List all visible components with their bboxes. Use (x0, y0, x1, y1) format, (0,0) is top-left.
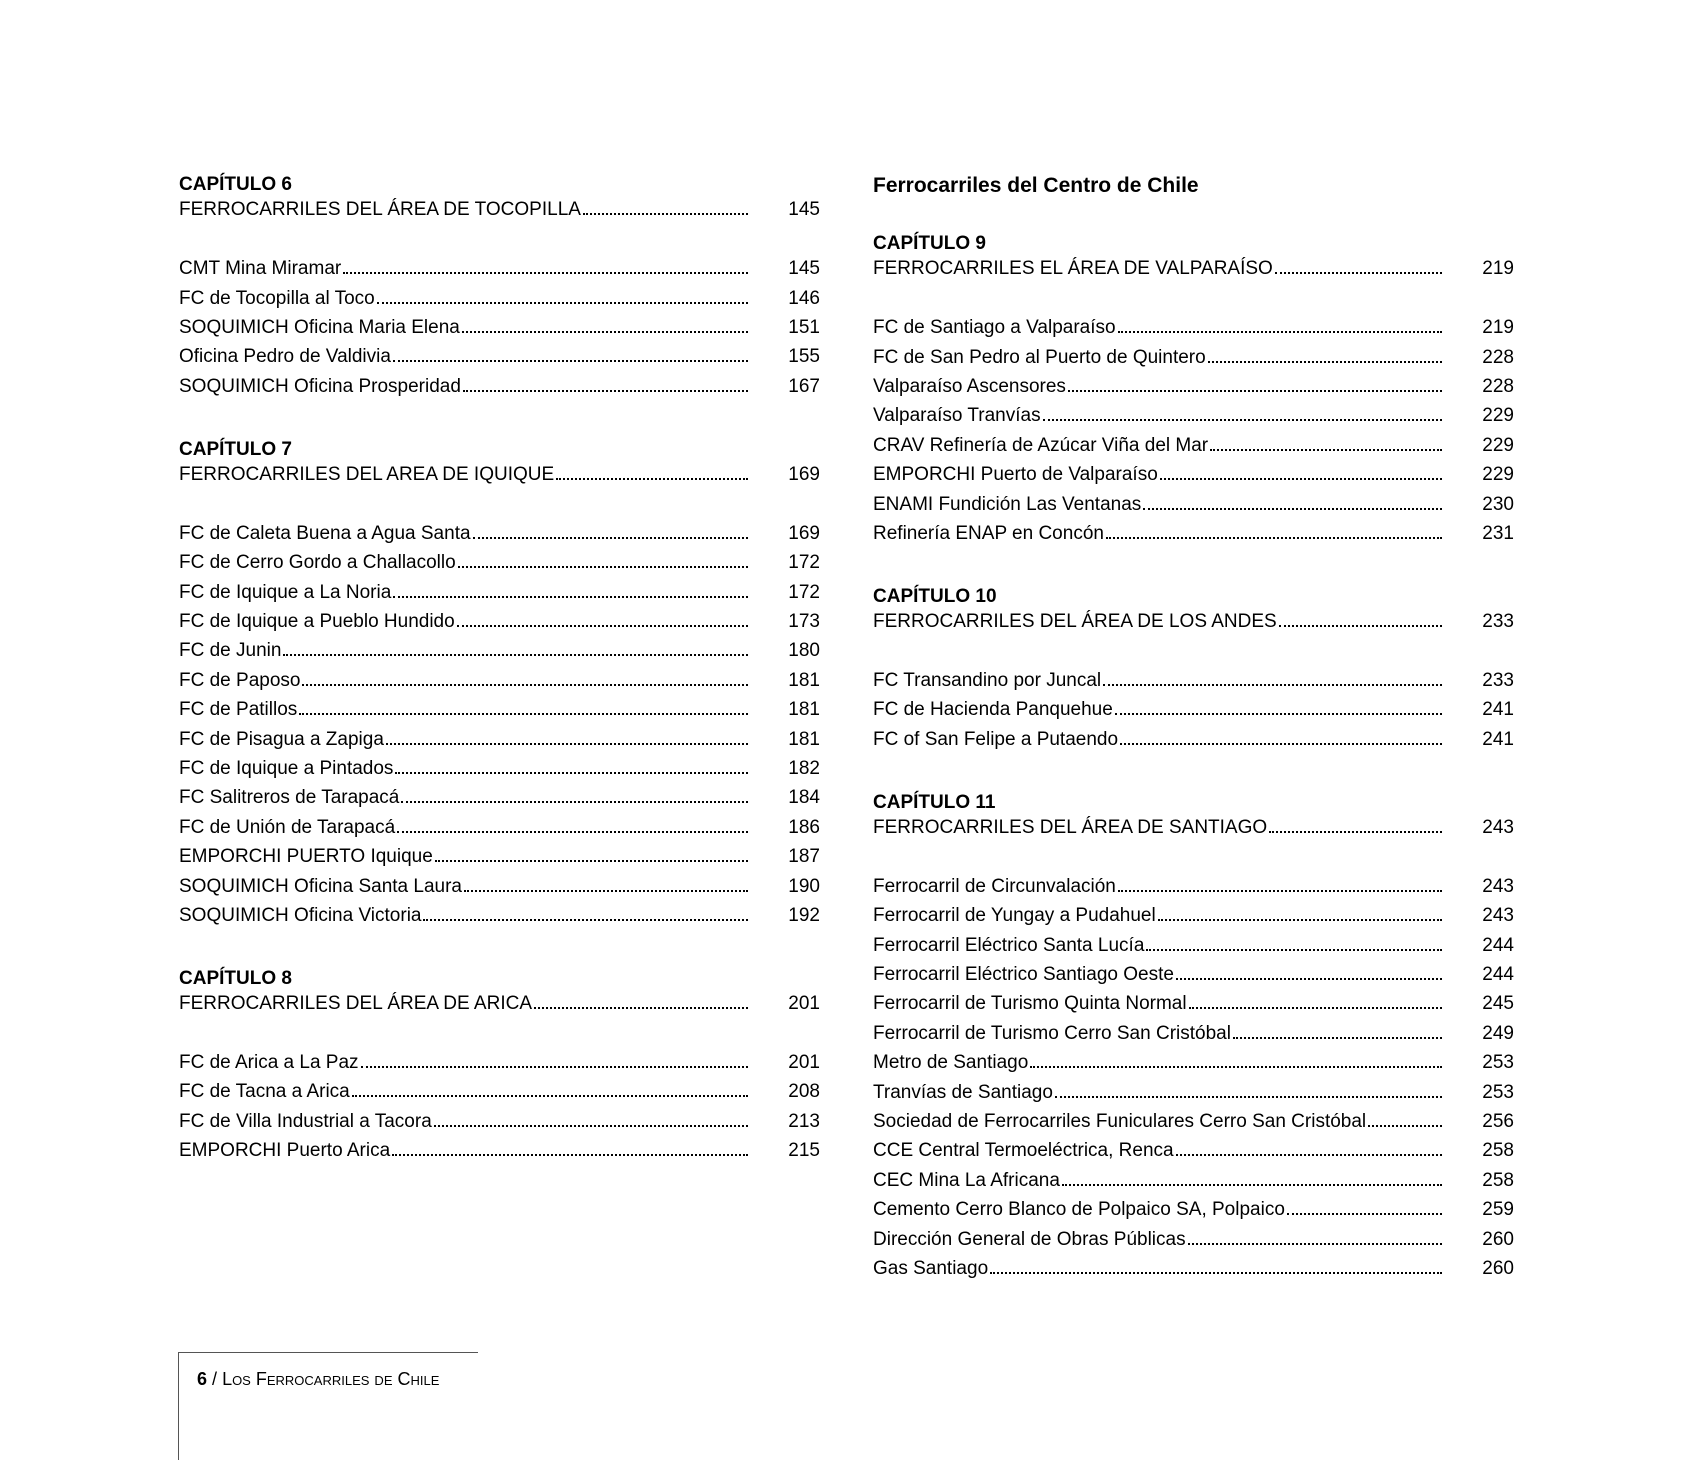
toc-entry-page: 186 (788, 816, 820, 838)
toc-entry-page: 259 (1482, 1199, 1514, 1221)
toc-entry[interactable] (873, 927, 1514, 957)
toc-entry[interactable] (179, 250, 820, 280)
toc-entry[interactable] (179, 1132, 820, 1162)
dot-leader (1146, 949, 1442, 951)
dot-leader (990, 1272, 1442, 1274)
dot-leader (1055, 1096, 1442, 1098)
toc-entry-page: 155 (788, 346, 820, 368)
toc-entry-label: FC de Junin (179, 640, 282, 662)
toc-entry[interactable] (873, 1103, 1514, 1133)
toc-entry-label: Valparaíso Ascensores (873, 376, 1066, 397)
toc-entry-page: 190 (788, 875, 820, 897)
dot-leader (283, 654, 748, 656)
dot-leader (462, 331, 748, 333)
dot-leader (1210, 449, 1442, 451)
dot-leader (534, 1007, 748, 1009)
toc-entry-page: 145 (788, 258, 820, 280)
dot-leader (392, 1154, 748, 1156)
footer-rule-vertical (178, 1352, 179, 1460)
toc-entry-label: SOQUIMICH Oficina Prosperidad (179, 375, 461, 397)
toc-entry-label: FC de Cerro Gordo a Challacollo (179, 552, 456, 574)
toc-entry-label: EMPORCHI PUERTO Iquique (179, 846, 433, 868)
toc-entry-page: 169 (788, 522, 820, 544)
dot-leader (386, 743, 748, 745)
toc-entry-page: 181 (788, 669, 820, 691)
toc-entry[interactable] (179, 574, 820, 604)
dot-leader (1279, 625, 1442, 627)
toc-entry[interactable] (179, 691, 820, 721)
toc-entry-page: 181 (788, 699, 820, 721)
toc-entry[interactable] (873, 1162, 1514, 1192)
dot-leader (393, 596, 748, 598)
toc-entry-page: 215 (788, 1140, 820, 1162)
footer-rule (178, 1352, 478, 1353)
dot-leader (343, 272, 748, 274)
dot-leader (397, 831, 748, 833)
dot-leader (1158, 919, 1442, 921)
chapter-heading: CAPÍTULO 6 (179, 174, 292, 195)
book-title: Los Ferrocarriles de Chile (222, 1369, 440, 1389)
dot-leader (299, 713, 748, 715)
toc-entry[interactable] (179, 338, 820, 368)
toc-entry-page: 146 (788, 287, 820, 309)
toc-entry[interactable] (873, 456, 1514, 486)
toc-entry-label: SOQUIMICH Oficina Santa Laura (179, 875, 462, 897)
toc-entry-page: 258 (1482, 1169, 1514, 1191)
dot-leader (1043, 419, 1442, 421)
chapter-heading: CAPÍTULO 9 (873, 233, 986, 254)
toc-entry-page: 192 (788, 905, 820, 926)
toc-entry[interactable] (179, 368, 820, 398)
toc-entry-page: 233 (1482, 611, 1514, 633)
dot-leader (1068, 390, 1442, 392)
toc-entry-page: 228 (1482, 376, 1514, 397)
toc-entry[interactable] (179, 632, 820, 662)
toc-entry[interactable] (873, 1250, 1514, 1280)
toc-entry-page: 253 (1482, 1081, 1514, 1103)
toc-entry[interactable] (179, 838, 820, 868)
dot-leader (583, 213, 748, 215)
toc-entry-label: Refinería ENAP en Concón (873, 523, 1104, 544)
dot-leader (401, 801, 748, 803)
toc-entry-label: FERROCARRILES DEL AREA DE IQUIQUE (179, 464, 555, 485)
toc-entry-label: SOQUIMICH Oficina Maria Elena (179, 317, 460, 338)
toc-entry-label: FC of San Felipe a Putaendo (873, 728, 1119, 750)
dot-leader (1189, 1007, 1442, 1009)
dot-leader (1115, 713, 1442, 715)
toc-entry[interactable] (873, 1191, 1514, 1221)
toc-entry-label: CRAV Refinería de Azúcar Viña del Mar (873, 434, 1209, 456)
chapter-heading: CAPÍTULO 10 (873, 585, 997, 607)
chapter-heading: CAPÍTULO 11 (873, 791, 996, 813)
toc-entry-label: CEC Mina La Africana (873, 1169, 1060, 1191)
dot-leader (435, 860, 748, 862)
toc-entry-page: 182 (788, 758, 820, 779)
page-number: 6 (197, 1369, 208, 1389)
footer-separator: / (212, 1369, 218, 1389)
toc-entry[interactable] (179, 809, 820, 839)
toc-entry-label: FC de Iquique a Pueblo Hundido (179, 611, 455, 632)
toc-entry-page: 243 (1482, 905, 1514, 927)
chapter-title-row[interactable] (179, 191, 820, 221)
toc-entry[interactable] (873, 368, 1514, 398)
toc-entry-page: 201 (788, 993, 820, 1015)
toc-entry-label: FERROCARRILES DEL ÁREA DE LOS ANDES (873, 611, 1277, 633)
dot-leader (361, 1066, 748, 1068)
toc-entry-label: FC de Tocopilla al Toco (179, 287, 375, 309)
toc-entry-page: 172 (788, 581, 820, 603)
toc-entry-label: FC de Tacna a Arica (179, 1081, 350, 1103)
toc-entry-label: FC de Iquique a Pintados (179, 758, 394, 779)
toc-entry-page: 184 (788, 787, 820, 809)
toc-entry-page: 181 (788, 728, 820, 750)
toc-entry[interactable] (179, 721, 820, 751)
dot-leader (1118, 890, 1442, 892)
chapter-heading: CAPÍTULO 7 (179, 438, 292, 460)
toc-entry-page: 172 (788, 552, 820, 574)
toc-entry-page: 260 (1482, 1228, 1514, 1250)
toc-entry-label: Ferrocarril de Turismo Cerro San Cristóbal (873, 1022, 1231, 1044)
dot-leader (1275, 272, 1442, 274)
dot-leader (1106, 537, 1442, 539)
toc-entry[interactable] (873, 309, 1514, 339)
toc-entry-page: 201 (788, 1052, 820, 1073)
toc-entry-page: 169 (788, 464, 820, 485)
toc-entry-page: 244 (1482, 934, 1514, 956)
toc-entry[interactable] (873, 721, 1514, 751)
dot-leader (1120, 743, 1442, 745)
toc-entry-page: 258 (1482, 1140, 1514, 1162)
toc-entry[interactable] (873, 427, 1514, 457)
toc-entry[interactable] (179, 779, 820, 809)
toc-entry-page: 145 (788, 199, 820, 221)
toc-entry-label: FC de Caleta Buena a Agua Santa (179, 522, 471, 544)
toc-entry[interactable] (873, 1044, 1514, 1074)
toc-entry-label: FC Transandino por Juncal (873, 670, 1102, 691)
toc-entry-page: 243 (1482, 817, 1514, 838)
toc-entry-label: Ferrocarril Eléctrico Santa Lucía (873, 934, 1145, 956)
toc-entry-label: Metro de Santiago (873, 1052, 1029, 1074)
toc-entry-label: Sociedad de Ferrocarriles Funiculares Cerro San Cristóbal (873, 1111, 1367, 1132)
dot-leader (1103, 684, 1442, 686)
toc-entry[interactable] (179, 1073, 820, 1103)
toc-entry-label: FERROCARRILES DEL ÁREA DE ARICA (179, 993, 533, 1015)
dot-leader (556, 478, 748, 480)
toc-entry[interactable] (873, 691, 1514, 721)
toc-entry-label: Tranvías de Santiago (873, 1081, 1053, 1103)
toc-entry-page: 167 (788, 375, 820, 397)
toc-entry-page: 253 (1482, 1052, 1514, 1074)
toc-entry-label: FC de Santiago a Valparaíso (873, 317, 1116, 339)
toc-entry-label: FC de Pisagua a Zapiga (179, 728, 384, 750)
toc-entry-page: 230 (1482, 493, 1514, 515)
chapter-heading: CAPÍTULO 8 (179, 967, 292, 989)
dot-leader (457, 625, 748, 627)
dot-leader (458, 566, 748, 568)
toc-entry-page: 243 (1482, 875, 1514, 897)
toc-entry[interactable] (873, 1074, 1514, 1104)
toc-entry-page: 229 (1482, 405, 1514, 427)
toc-entry[interactable] (873, 486, 1514, 516)
toc-entry-page: 228 (1482, 346, 1514, 368)
toc-entry-label: FC de Paposo (179, 669, 301, 691)
toc-entry-label: EMPORCHI Puerto Arica (179, 1140, 391, 1162)
toc-entry-label: SOQUIMICH Oficina Victoria (179, 905, 422, 926)
toc-entry-page: 256 (1482, 1111, 1514, 1132)
toc-entry-page: 249 (1482, 1022, 1514, 1044)
toc-entry-page: 241 (1482, 728, 1514, 750)
toc-entry-page: 233 (1482, 670, 1514, 691)
toc-entry-page: 180 (788, 640, 820, 662)
section-title: Ferrocarriles del Centro de Chile (873, 174, 1199, 197)
dot-leader (1287, 1213, 1442, 1215)
toc-entry[interactable] (873, 956, 1514, 986)
toc-entry-label: FERROCARRILES DEL ÁREA DE TOCOPILLA (179, 199, 581, 221)
toc-entry-label: FC de Iquique a La Noria (179, 581, 392, 603)
toc-entry[interactable] (873, 1015, 1514, 1045)
chapter-title-row[interactable] (873, 603, 1514, 633)
toc-entry[interactable] (179, 603, 820, 633)
chapter-title-row[interactable] (873, 250, 1514, 280)
toc-entry[interactable] (873, 897, 1514, 927)
toc-entry-page: 244 (1482, 964, 1514, 985)
toc-entry-label: CMT Mina Miramar (179, 258, 342, 280)
dot-leader (423, 919, 748, 921)
toc-entry[interactable] (179, 750, 820, 780)
toc-entry-label: Ferrocarril de Yungay a Pudahuel (873, 905, 1156, 927)
toc-entry-label: FC de San Pedro al Puerto de Quintero (873, 346, 1206, 368)
dot-leader (464, 890, 748, 892)
toc-entry-label: CCE Central Termoeléctrica, Renca (873, 1140, 1174, 1162)
toc-entry-page: 208 (788, 1081, 820, 1103)
dot-leader (1030, 1066, 1442, 1068)
toc-entry-label: Cemento Cerro Blanco de Polpaico SA, Polpaico (873, 1199, 1285, 1221)
toc-entry[interactable] (179, 897, 820, 927)
dot-leader (1062, 1184, 1442, 1186)
toc-entry[interactable] (179, 662, 820, 692)
dot-leader (1176, 1154, 1442, 1156)
toc-entry[interactable] (873, 1132, 1514, 1162)
page-footer (197, 1369, 439, 1390)
dot-leader (1160, 478, 1442, 480)
toc-entry-page: 187 (788, 846, 820, 868)
toc-entry[interactable] (179, 1103, 820, 1133)
toc-entry-label: EMPORCHI Puerto de Valparaíso (873, 464, 1158, 486)
toc-entry[interactable] (873, 397, 1514, 427)
toc-entry-label: FC de Patillos (179, 699, 298, 721)
dot-leader (352, 1095, 748, 1097)
toc-entry-label: FC Salitreros de Tarapacá (179, 787, 400, 809)
toc-entry-page: 241 (1482, 699, 1514, 721)
dot-leader (1188, 1243, 1442, 1245)
chapter-title-row[interactable] (179, 456, 820, 486)
toc-entry-page: 219 (1482, 258, 1514, 280)
toc-entry[interactable] (179, 280, 820, 310)
toc-entry-label: FC de Villa Industrial a Tacora (179, 1110, 432, 1132)
toc-entry-label: FC de Unión de Tarapacá (179, 816, 396, 838)
toc-entry[interactable] (179, 1044, 820, 1074)
dot-leader (395, 772, 748, 774)
toc-entry-page: 231 (1482, 523, 1514, 544)
toc-entry-label: Ferrocarril Eléctrico Santiago Oeste (873, 964, 1174, 985)
toc-entry-label: Ferrocarril de Turismo Quinta Normal (873, 993, 1187, 1015)
toc-entry[interactable] (179, 309, 820, 339)
dot-leader (463, 390, 748, 392)
dot-leader (1118, 331, 1442, 333)
toc-entry[interactable] (873, 868, 1514, 898)
dot-leader (1143, 508, 1442, 510)
toc-entry[interactable] (179, 544, 820, 574)
toc-entry-label: FERROCARRILES DEL ÁREA DE SANTIAGO (873, 817, 1268, 838)
dot-leader (377, 302, 748, 304)
toc-entry[interactable] (873, 985, 1514, 1015)
toc-entry[interactable] (179, 515, 820, 545)
toc-entry-page: 173 (788, 611, 820, 632)
chapter-title-row[interactable] (873, 809, 1514, 839)
chapter-title-row[interactable] (179, 985, 820, 1015)
toc-entry-page: 229 (1482, 464, 1514, 486)
toc-entry[interactable] (873, 1221, 1514, 1251)
toc-entry[interactable] (873, 662, 1514, 692)
dot-leader (1208, 361, 1442, 363)
toc-entry-page: 151 (788, 317, 820, 338)
toc-entry-label: ENAMI Fundición Las Ventanas (873, 493, 1142, 515)
toc-entry-label: FC de Arica a La Paz (179, 1052, 359, 1073)
toc-entry[interactable] (179, 868, 820, 898)
dot-leader (434, 1125, 748, 1127)
dot-leader (302, 684, 748, 686)
toc-entry-label: FC de Hacienda Panquehue (873, 699, 1113, 721)
toc-entry-page: 219 (1482, 317, 1514, 339)
toc-entry[interactable] (873, 515, 1514, 545)
toc-entry-label: Valparaíso Tranvías (873, 405, 1041, 427)
dot-leader (1368, 1125, 1442, 1127)
toc-entry-label: FERROCARRILES EL ÁREA DE VALPARAÍSO (873, 258, 1273, 280)
dot-leader (473, 537, 748, 539)
toc-entry-page: 213 (788, 1110, 820, 1132)
toc-entry-label: Oficina Pedro de Valdivia (179, 346, 391, 368)
toc-entry-page: 229 (1482, 434, 1514, 456)
toc-entry-label: Gas Santiago (873, 1258, 989, 1279)
toc-entry[interactable] (873, 339, 1514, 369)
toc-entry-page: 260 (1482, 1258, 1514, 1279)
dot-leader (1176, 978, 1442, 980)
toc-entry-label: Dirección General de Obras Públicas (873, 1228, 1186, 1250)
dot-leader (1233, 1037, 1442, 1039)
toc-entry-page: 245 (1482, 993, 1514, 1015)
toc-entry-label: Ferrocarril de Circunvalación (873, 875, 1116, 897)
dot-leader (393, 360, 748, 362)
dot-leader (1269, 831, 1442, 833)
